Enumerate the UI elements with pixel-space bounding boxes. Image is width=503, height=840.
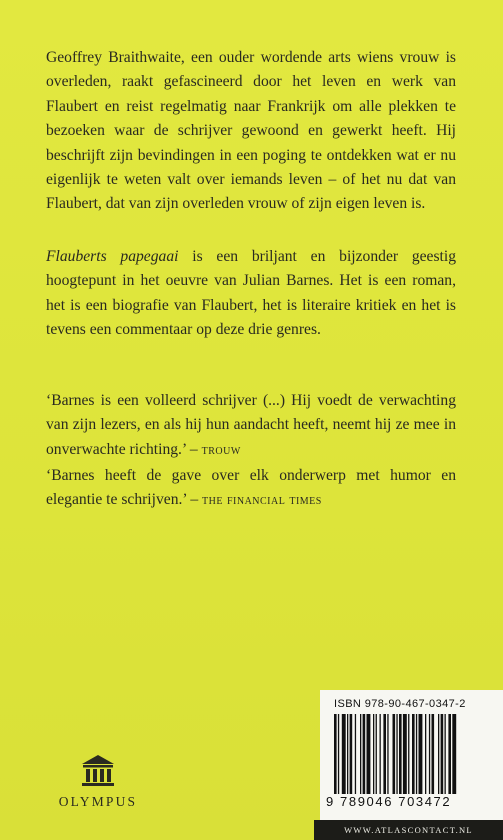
- barcode-bar: [416, 714, 417, 794]
- barcode-bar: [387, 714, 388, 794]
- review-quote-trouw: [46, 389, 456, 463]
- barcode-bars: [334, 714, 494, 794]
- barcode-bar: [342, 714, 346, 794]
- barcode-bar: [441, 714, 444, 794]
- barcode-bar: [445, 714, 446, 794]
- barcode-number: 9 789046 703472: [326, 794, 452, 809]
- barcode-bar: [373, 714, 374, 794]
- barcode-bar: [363, 714, 366, 794]
- barcode-bar: [334, 714, 337, 794]
- publisher-url: WWW.ATLASCONTACT.NL: [314, 820, 503, 840]
- quote-source: trouw: [201, 442, 241, 458]
- barcode-bar: [347, 714, 348, 794]
- barcode-bar: [360, 714, 361, 794]
- book-title: Flauberts papegaai: [46, 248, 179, 265]
- barcode-bar: [408, 714, 409, 794]
- quote-text: ‘Barnes is een volleerd schrijver (...) Hij voedt de verwachting van zijn lezers, en als hij hun aandacht heeft, neemt hij ze mee in onverwachte richting.’ –: [46, 392, 456, 458]
- barcode-bar: [432, 714, 435, 794]
- publisher-name: OLYMPUS: [58, 794, 138, 809]
- barcode-bar: [412, 714, 415, 794]
- review-quote-financial-times: [46, 464, 456, 514]
- description-paragraph: [46, 46, 456, 217]
- barcode-bar: [367, 714, 371, 794]
- summary-text: is een briljant en bijzonder geestig hoogtepunt in het oeuvre van Julian Barnes. Het is een roman, het is een biografie van Flaubert, het is literaire kritiek en het is tevens een commentaar op deze drie genres.: [46, 248, 457, 339]
- barcode-bar: [396, 714, 397, 794]
- barcode-bar: [399, 714, 402, 794]
- barcode-bar: [452, 714, 456, 794]
- barcode-bar: [393, 714, 396, 794]
- barcode-bar: [380, 714, 381, 794]
- barcode-bar: [425, 714, 426, 794]
- barcode-bar: [376, 714, 377, 794]
- barcode-bar: [338, 714, 339, 794]
- barcode-bar: [438, 714, 439, 794]
- barcode-panel: [320, 690, 503, 840]
- temple-icon: [80, 754, 116, 788]
- publisher-logo: [48, 754, 148, 824]
- barcode-bar: [419, 714, 423, 794]
- barcode-bar: [403, 714, 407, 794]
- barcode-bar: [429, 714, 430, 794]
- quote-text: ‘Barnes heeft de gave over elk onderwerp met humor en elegantie te schrijven.’ –: [46, 467, 456, 509]
- barcode-bar: [350, 714, 353, 794]
- quote-source: the financial times: [202, 493, 322, 509]
- description-text: Geoffrey Braithwaite, een ouder wordende arts wiens vrouw is overleden, raakt gefascineerd door het leven en werk van Flaubert en reist regelmatig naar Frankrijk om alle plekken te bezoeken waar de schrijver gewoond en gewerkt heeft. Hij beschrijft zijn bevindingen in een poging te ontdekken wat er nu eigenlijk te weten valt over iemands leven – of het nu dat van Flaubert, dat van zijn overleden vrouw of zijn eigen leven is.: [46, 49, 456, 213]
- summary-paragraph: [46, 245, 456, 343]
- barcode-bar: [448, 714, 451, 794]
- barcode-bar: [355, 714, 356, 794]
- isbn-label: ISBN 978-90-467-0347-2: [334, 698, 466, 710]
- barcode-bar: [383, 714, 386, 794]
